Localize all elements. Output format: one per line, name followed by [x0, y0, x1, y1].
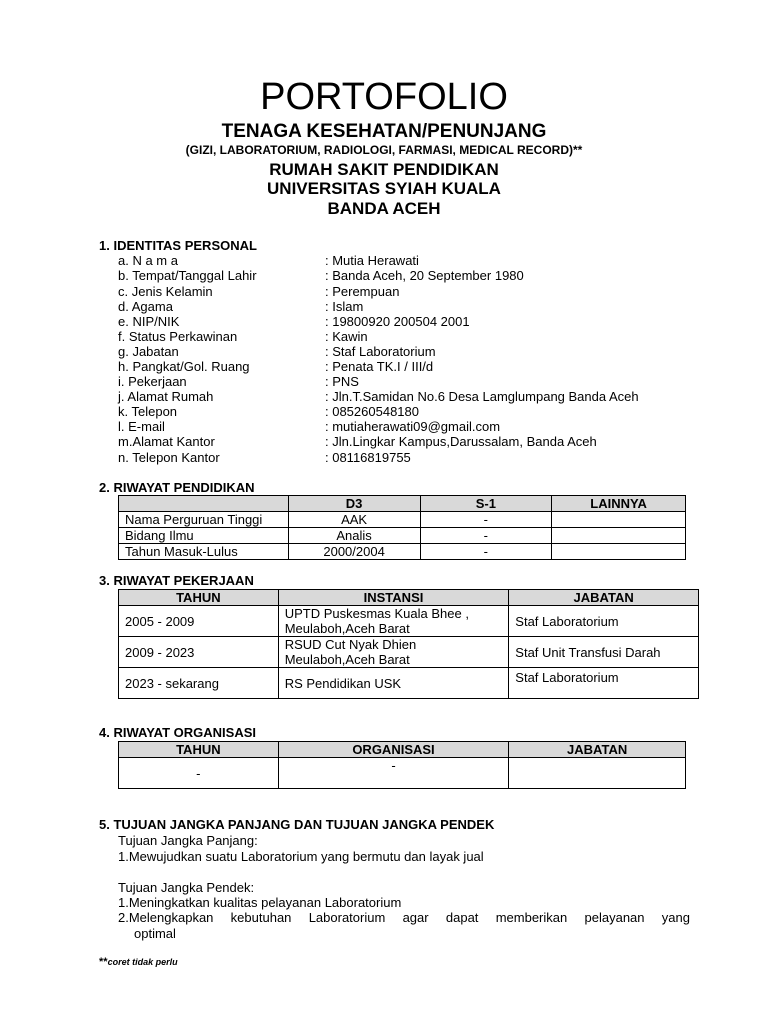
column-header: INSTANSI — [278, 590, 509, 606]
column-header: D3 — [288, 496, 420, 512]
institution-line: UPTD Puskesmas Kuala Bhee , — [284, 606, 469, 621]
field-value: : mutiaherawati09@gmail.com — [325, 419, 501, 434]
table-cell: Analis — [288, 528, 420, 544]
table-cell — [552, 512, 686, 528]
document-title: PORTOFOLIO — [260, 76, 508, 118]
row-label: Bidang Ilmu — [119, 528, 289, 544]
field-value: : Mutia Herawati — [325, 253, 419, 268]
field-value: : Islam — [325, 299, 364, 314]
long-term-item: 1.Mewujudkan suatu Laboratorium yang bermutu dan layak jual — [118, 849, 484, 864]
column-header: JABATAN — [509, 590, 699, 606]
field-value: : Jln.T.Samidan No.6 Desa Lamglumpang Banda Aceh — [325, 389, 639, 404]
section-heading-work: 3. RIWAYAT PEKERJAAN — [99, 573, 254, 588]
institution-line: RSUD Cut Nyak Dhien — [284, 637, 417, 652]
field-value: : 08116819755 — [325, 450, 411, 465]
work-institution — [278, 606, 509, 637]
work-table — [118, 589, 699, 699]
table-cell: - — [420, 512, 552, 528]
table-row — [119, 668, 699, 699]
organization-table — [118, 741, 686, 789]
work-position: Staf Laboratorium — [509, 668, 699, 699]
institution-name: RUMAH SAKIT PENDIDIKAN — [269, 160, 499, 179]
field-value: : Penata TK.I / III/d — [325, 359, 434, 374]
field-label: f. Status Perkawinan — [118, 329, 238, 344]
work-position: Staf Unit Transfusi Darah — [509, 637, 699, 668]
long-term-label: Tujuan Jangka Panjang: — [118, 833, 258, 848]
work-year: 2023 - sekarang — [119, 668, 279, 699]
table-row — [119, 606, 699, 637]
footnote-text: coret tidak perlu — [107, 957, 178, 967]
work-year: 2009 - 2023 — [119, 637, 279, 668]
table-row — [119, 637, 699, 668]
work-position: Staf Laboratorium — [509, 606, 699, 637]
field-label: h. Pangkat/Gol. Ruang — [118, 359, 250, 374]
table-cell: - — [420, 528, 552, 544]
field-label: b. Tempat/Tanggal Lahir — [118, 268, 257, 283]
field-label: a. N a m a — [118, 253, 178, 268]
table-cell: AAK — [288, 512, 420, 528]
footnote-mark: ** — [99, 956, 108, 968]
table-row — [119, 544, 686, 560]
table-header-row — [119, 590, 699, 606]
field-label: e. NIP/NIK — [118, 314, 180, 329]
field-label: d. Agama — [118, 299, 173, 314]
section-heading-organization: 4. RIWAYAT ORGANISASI — [99, 725, 256, 740]
field-label: m.Alamat Kantor — [118, 434, 215, 449]
work-institution: RS Pendidikan USK — [278, 668, 509, 699]
field-value: : Staf Laboratorium — [325, 344, 436, 359]
row-label: Tahun Masuk-Lulus — [119, 544, 289, 560]
category-list: (GIZI, LABORATORIUM, RADIOLOGI, FARMASI, MEDICAL RECORD)** — [185, 143, 583, 157]
field-label: g. Jabatan — [118, 344, 179, 359]
field-value: : 085260548180 — [325, 404, 419, 419]
table-cell: - — [278, 758, 509, 789]
institution-line: Meulaboh,Aceh Barat — [284, 652, 410, 667]
column-header: ORGANISASI — [278, 742, 509, 758]
field-value: : Kawin — [325, 329, 368, 344]
column-header: LAINNYA — [552, 496, 686, 512]
section-heading-identity: 1. IDENTITAS PERSONAL — [99, 238, 257, 253]
field-label: n. Telepon Kantor — [118, 450, 220, 465]
field-value: : 19800920 200504 2001 — [325, 314, 470, 329]
field-value: : PNS — [325, 374, 359, 389]
field-value: : Banda Aceh, 20 September 1980 — [325, 268, 524, 283]
city-name: BANDA ACEH — [327, 199, 441, 218]
table-cell: - — [119, 758, 279, 789]
field-label: i. Pekerjaan — [118, 374, 187, 389]
table-cell: - — [420, 544, 552, 560]
short-term-item: 2.Melengkapkan kebutuhan Laboratorium agar dapat memberikan pelayanan yang — [118, 910, 690, 925]
short-term-item: 1.Meningkatkan kualitas pelayanan Laboratorium — [118, 895, 402, 910]
section-heading-education: 2. RIWAYAT PENDIDIKAN — [99, 480, 255, 495]
column-header: TAHUN — [119, 590, 279, 606]
column-header: S-1 — [420, 496, 552, 512]
row-label: Nama Perguruan Tinggi — [119, 512, 289, 528]
table-cell — [552, 528, 686, 544]
table-header-row — [119, 496, 686, 512]
university-name: UNIVERSITAS SYIAH KUALA — [267, 179, 501, 198]
education-table — [118, 495, 686, 560]
institution-line: Meulaboh,Aceh Barat — [284, 621, 410, 636]
short-term-item-continued: optimal — [134, 926, 176, 941]
table-row — [119, 512, 686, 528]
field-value: : Perempuan — [325, 284, 400, 299]
column-header — [119, 496, 289, 512]
table-row — [119, 528, 686, 544]
section-heading-goals: 5. TUJUAN JANGKA PANJANG DAN TUJUAN JANGKA PENDEK — [99, 817, 495, 832]
field-label: l. E-mail — [118, 419, 165, 434]
table-cell — [552, 544, 686, 560]
field-label: c. Jenis Kelamin — [118, 284, 213, 299]
table-header-row — [119, 742, 686, 758]
field-label: k. Telepon — [118, 404, 178, 419]
field-label: j. Alamat Rumah — [118, 389, 214, 404]
short-term-label: Tujuan Jangka Pendek: — [118, 880, 255, 895]
document-subtitle: TENAGA KESEHATAN/PENUNJANG — [221, 121, 547, 142]
work-institution — [278, 637, 509, 668]
footnote — [99, 956, 178, 968]
work-year: 2005 - 2009 — [119, 606, 279, 637]
column-header: TAHUN — [119, 742, 279, 758]
column-header: JABATAN — [509, 742, 686, 758]
table-cell — [509, 758, 686, 789]
field-value: : Jln.Lingkar Kampus,Darussalam, Banda Aceh — [325, 434, 597, 449]
table-row — [119, 758, 686, 789]
table-cell: 2000/2004 — [288, 544, 420, 560]
